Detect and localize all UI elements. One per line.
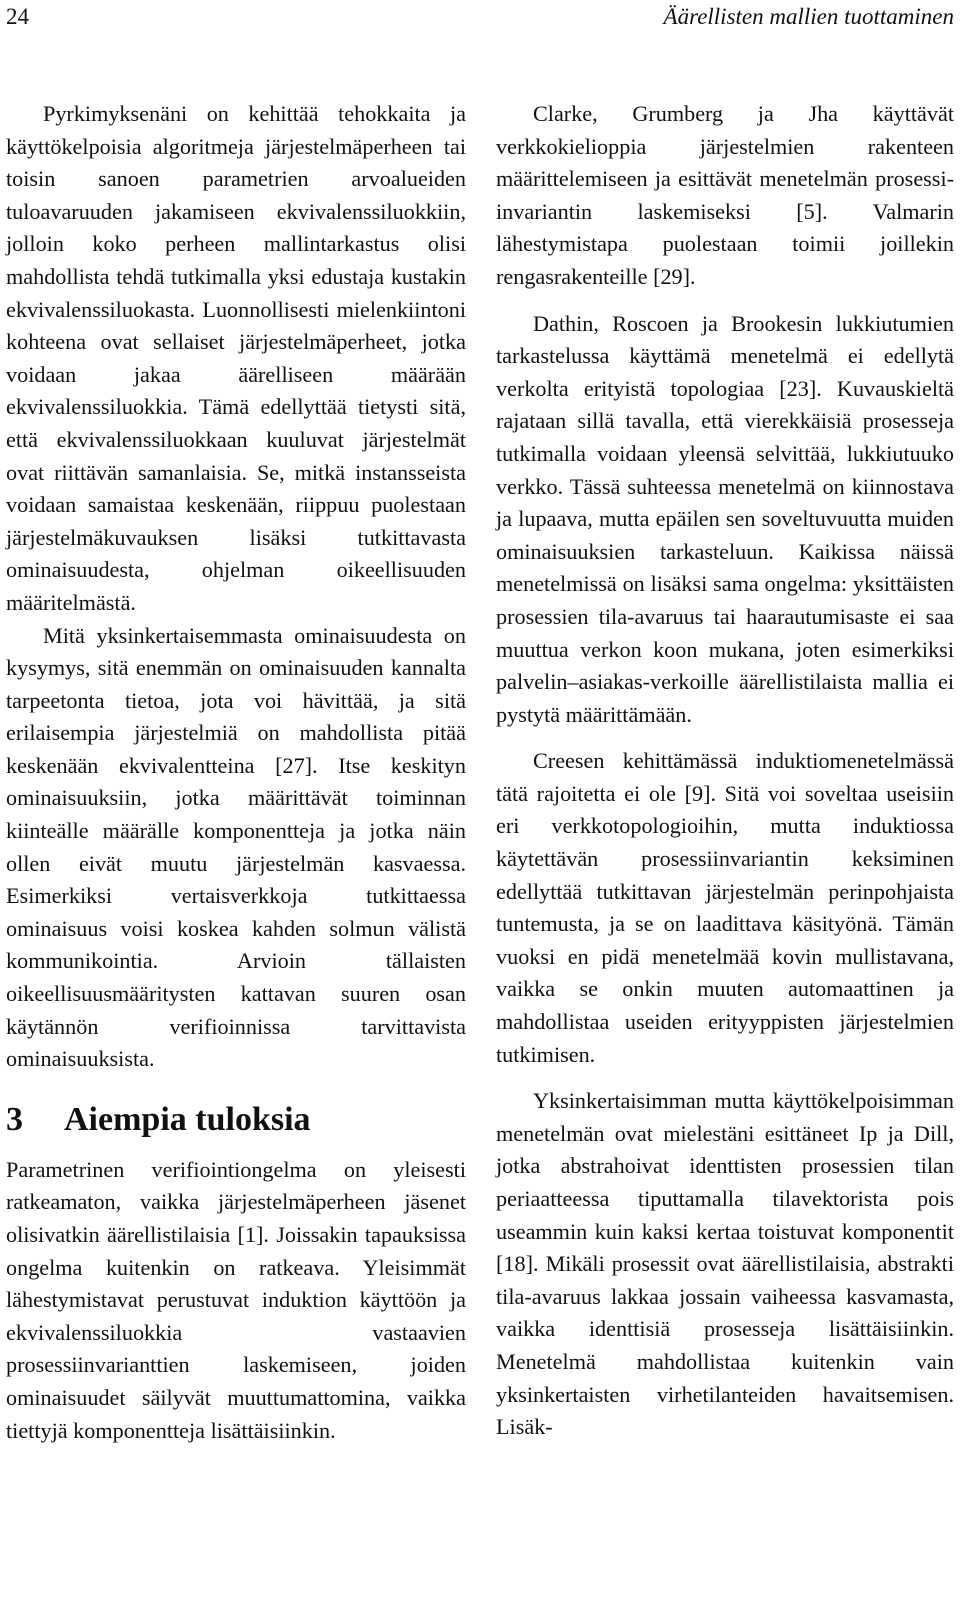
paragraph: Mitä yksinkertaisemmasta ominaisuudesta on kysymys, sitä enemmän on ominaisuuden kannalta tarpeetonta tietoa, jota voi hävittää, ja sitä erilaisempia järjestelmiä on mahdollista pitää keskenään ekvivalentteina [27]. Itse keskityn ominaisuuksiin, jotka määrittävät toiminnan kiinteälle määrälle komponentteja ja jotka näin ollen eivät muutu järjestelmän kasvaessa. Esimerkiksi vertaisverkkoja tutkittaessa ominaisuus voisi koskea kahden solmun välistä kommunikointia. Arvioin tällaisten oikeellisuusmääritysten kattavan suuren osan käytännön verifioinnissa tarvittavista ominaisuuksista. [6, 622, 466, 1072]
section-number: 3 [6, 1100, 23, 1138]
paragraph: Clarke, Grumberg ja Jha käyttävät verkkokielioppia järjestelmien rakenteen määrittelemiseen ja esittävät menetelmän prosessi-invariantin laskemiseksi [5]. Valmarin lähestymistapa puolestaan toimii joillekin rengasrakenteille [29]. [496, 101, 954, 289]
section-heading [6, 1100, 466, 1140]
page-number: 24 [6, 4, 29, 29]
left-column [6, 98, 466, 1447]
running-title: Äärellisten mallien tuottaminen [663, 4, 954, 29]
paragraph: Parametrinen verifiointiongelma on yleisesti ratkeamaton, vaikka järjestelmäperheen jäsenet olisivatkin äärellistilaisia [1]. Joissakin tapauksissa ongelma kuitenkin on ratkeava. Yleisimmät lähestymistavat perustuvat induktion käyttöön ja ekvivalenssiluokkia vastaavien prosessiinvarianttien laskemiseen, joiden ominaisuudet säilyvät muuttumattomina, vaikka tiettyjä komponentteja lisättäisiinkin. [6, 1156, 466, 1443]
paragraph: Pyrkimyksenäni on kehittää tehokkaita ja käyttökelpoisia algoritmeja järjestelmäperheen tai toisin sanoen parametrien arvoalueiden tuloavaruuden jakamiseen ekvivalenssiluokkiin, jolloin koko perheen mallintarkastus olisi mahdollista tehdä tutkimalla yksi edustaja kustakin ekvivalenssiluokasta. Luonnollisesti mielenkiintoni kohteena ovat sellaiset järjestelmäperheet, jotka voidaan jakaa äärelliseen määrään ekvivalenssiluokkia. Tämä edellyttää tietysti sitä, että ekvivalenssiluokkaan kuuluvat järjestelmät ovat riittävän samanlaisia. Se, mitkä instansseista voidaan samaistaa keskenään, riippuu puolestaan järjestelmäkuvauksen lisäksi tutkittavasta ominaisuudesta, ohjelman oikeellisuuden määritelmästä. [6, 101, 466, 615]
paragraph: Creesen kehittämässä induktiomenetelmässä tätä rajoitetta ei ole [9]. Sitä voi soveltaa useisiin eri verkkotopologioihin, mutta induktiossa käytettävän prosessiinvariantin keksiminen edellyttää tutkittavan järjestelmän perinpohjaista tuntemusta, ja se on laadittava käsityönä. Tämän vuoksi en pidä menetelmää kovin mullistavana, vaikka se onkin muuten automaattinen ja mahdollistaa useiden erityyppisten järjestelmien tutkimisen. [496, 748, 954, 1067]
paragraph: Yksinkertaisimman mutta käyttökelpoisimman menetelmän ovat mielestäni esittäneet Ip ja Dill, jotka abstrahoivat identtisten prosessien tilan periaatteessa tiputtamalla tilavektorista pois useammin kuin kaksi kertaa toistuvat komponentit [18]. Mikäli prosessit ovat äärellistilaisia, abstrakti tila-avaruus lakkaa jossain vaiheessa kasvamasta, vaikka identtisiä prosesseja lisättäisiinkin. Menetelmä mahdollistaa kuitenkin vain yksinkertaisten virhetilanteiden havaitsemisen. Lisäk- [496, 1088, 954, 1440]
paragraph: Dathin, Roscoen ja Brookesin lukkiutumien tarkastelussa käyttämä menetelmä ei edellytä verkolta erityistä topologiaa [23]. Kuvauskieltä rajataan sillä tavalla, että vierekkäisiä prosesseja tutkimalla voidaan yleensä selvittää, lukkiutuuko verkko. Tässä suhteessa menetelmä on kiinnostava ja lupaava, mutta epäilen sen soveltuvuutta muiden ominaisuuksien tarkasteluun. Kaikissa näissä menetelmissä on lisäksi sama ongelma: yksittäisten prosessien tila-avaruus tai haarautumisaste ei saa muuttua verkon koon mukana, joten esimerkiksi palvelin–asiakas-verkoille äärellistilaista mallia ei pystytä määrittämään. [496, 310, 954, 727]
section-title: Aiempia tuloksia [64, 1100, 311, 1138]
right-column [496, 98, 954, 1444]
